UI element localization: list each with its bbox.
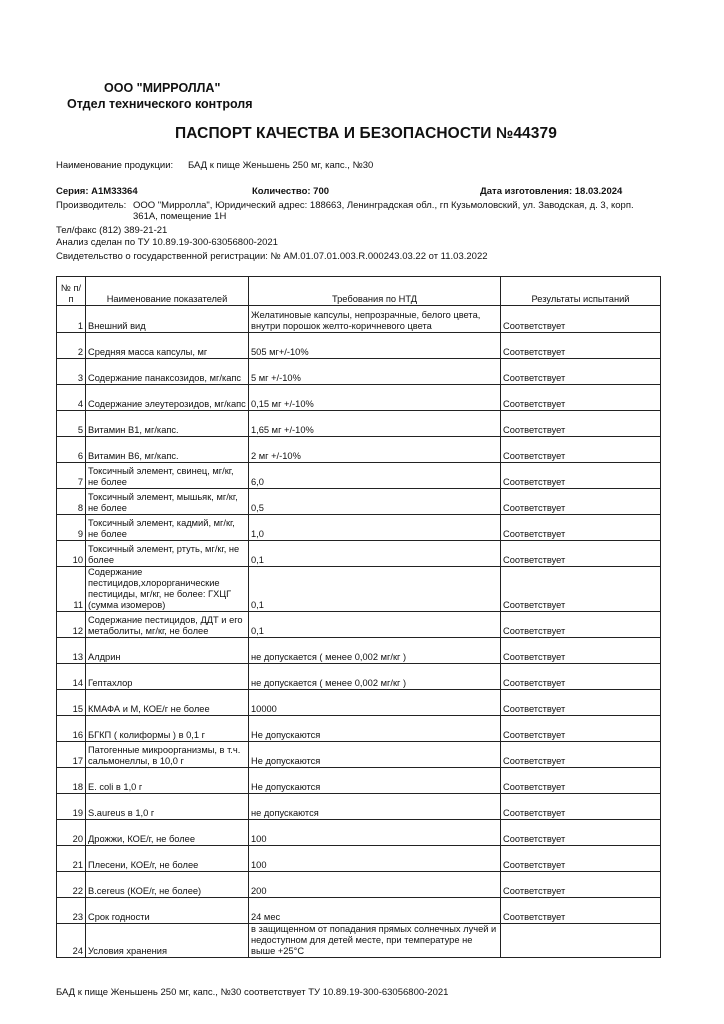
row-requirement: 0,1 — [249, 541, 501, 567]
row-requirement: 0,1 — [249, 612, 501, 638]
row-number: 8 — [57, 489, 86, 515]
row-requirement: 505 мг+/-10% — [249, 333, 501, 359]
row-requirement: 1,65 мг +/-10% — [249, 411, 501, 437]
table-row — [57, 333, 661, 359]
row-result: Соответствует — [501, 742, 661, 768]
table-row — [57, 716, 661, 742]
row-indicator: Токсичный элемент, кадмий, мг/кг, не более — [86, 515, 249, 541]
row-indicator: Плесени, КОЕ/г, не более — [86, 846, 249, 872]
row-number: 11 — [57, 567, 86, 612]
product-label: Наименование продукции: — [56, 160, 174, 171]
quantity: Количество: 700 — [252, 186, 330, 197]
row-result: Соответствует — [501, 567, 661, 612]
row-requirement: Желатиновые капсулы, непрозрачные, белого цвета, внутри порошок желто-коричневого цвета — [249, 306, 501, 333]
producer-address-line2: 361А, помещение 1Н — [133, 211, 227, 222]
table-row — [57, 664, 661, 690]
header-results: Результаты испытаний — [501, 277, 661, 306]
row-number: 17 — [57, 742, 86, 768]
row-requirement: не допускается ( менее 0,002 мг/кг ) — [249, 638, 501, 664]
table-row — [57, 541, 661, 567]
row-indicator: Патогенные микроорганизмы, в т.ч. сальмонеллы, в 10,0 г — [86, 742, 249, 768]
producer-label: Производитель: — [56, 200, 127, 211]
row-number: 9 — [57, 515, 86, 541]
row-number: 5 — [57, 411, 86, 437]
table-row — [57, 437, 661, 463]
table-row — [57, 768, 661, 794]
row-indicator: Витамин В1, мг/капс. — [86, 411, 249, 437]
row-number: 20 — [57, 820, 86, 846]
table-row — [57, 820, 661, 846]
product-value: БАД к пище Женьшень 250 мг, капс., №30 — [188, 160, 374, 171]
header-indicator: Наименование показателей — [86, 277, 249, 306]
row-requirement: 24 мес — [249, 898, 501, 924]
row-indicator: Гептахлор — [86, 664, 249, 690]
table-row — [57, 385, 661, 411]
table-row — [57, 898, 661, 924]
table-row — [57, 567, 661, 612]
row-result: Соответствует — [501, 437, 661, 463]
row-number: 13 — [57, 638, 86, 664]
row-result: Соответствует — [501, 306, 661, 333]
row-number: 23 — [57, 898, 86, 924]
row-result: Соответствует — [501, 515, 661, 541]
row-result: Соответствует — [501, 612, 661, 638]
row-indicator: B.cereus (КОЕ/г, не более) — [86, 872, 249, 898]
manufacture-date: Дата изготовления: 18.03.2024 — [480, 186, 623, 197]
row-number: 7 — [57, 463, 86, 489]
row-number: 4 — [57, 385, 86, 411]
row-number: 22 — [57, 872, 86, 898]
row-requirement: не допускаются — [249, 794, 501, 820]
row-indicator: Токсичный элемент, свинец, мг/кг, не более — [86, 463, 249, 489]
table-row — [57, 306, 661, 333]
row-number: 14 — [57, 664, 86, 690]
row-result: Соответствует — [501, 333, 661, 359]
row-indicator: Токсичный элемент, ртуть, мг/кг, не более — [86, 541, 249, 567]
row-number: 21 — [57, 846, 86, 872]
document-title: ПАСПОРТ КАЧЕСТВА И БЕЗОПАСНОСТИ №44379 — [175, 125, 557, 142]
row-indicator: Срок годности — [86, 898, 249, 924]
row-requirement: 10000 — [249, 690, 501, 716]
series: Серия: А1М33364 — [56, 186, 138, 197]
row-result: Соответствует — [501, 794, 661, 820]
row-indicator: Содержание пестицидов, ДДТ и его метаболиты, мг/кг, не более — [86, 612, 249, 638]
row-requirement: Не допускаются — [249, 716, 501, 742]
row-indicator: БГКП ( колиформы ) в 0,1 г — [86, 716, 249, 742]
table-row — [57, 489, 661, 515]
row-result: Соответствует — [501, 411, 661, 437]
table-row — [57, 794, 661, 820]
row-result: Соответствует — [501, 359, 661, 385]
row-requirement: 100 — [249, 846, 501, 872]
row-requirement: 200 — [249, 872, 501, 898]
row-indicator: Средняя масса капсулы, мг — [86, 333, 249, 359]
row-indicator: Условия хранения — [86, 924, 249, 958]
certificate: Свидетельство о государственной регистрации: № AM.01.07.01.003.R.000243.03.22 от 11.03.2022 — [56, 251, 488, 262]
row-result: Соответствует — [501, 820, 661, 846]
row-requirement: в защищенном от попадания прямых солнечных лучей и недоступном для детей месте, при температуре не выше +25°С — [249, 924, 501, 958]
table-row — [57, 612, 661, 638]
table-row — [57, 359, 661, 385]
company-name: ООО "МИРРОЛЛА" — [104, 81, 221, 95]
table-row — [57, 924, 661, 958]
row-indicator: S.aureus в 1,0 г — [86, 794, 249, 820]
table-row — [57, 690, 661, 716]
row-result: Соответствует — [501, 664, 661, 690]
row-number: 1 — [57, 306, 86, 333]
row-result: Соответствует — [501, 846, 661, 872]
table-row — [57, 638, 661, 664]
quality-table-body — [57, 277, 661, 958]
row-number: 2 — [57, 333, 86, 359]
row-indicator: Внешний вид — [86, 306, 249, 333]
table-row — [57, 872, 661, 898]
row-requirement: не допускается ( менее 0,002 мг/кг ) — [249, 664, 501, 690]
row-number: 18 — [57, 768, 86, 794]
row-result: Соответствует — [501, 898, 661, 924]
table-row — [57, 846, 661, 872]
department-name: Отдел технического контроля — [67, 97, 253, 111]
header-requirements: Требования по НТД — [249, 277, 501, 306]
producer-address-line1: ООО "Мирролла", Юридический адрес: 188663, Ленинградская обл., гп Кузьмоловский, ул. Заводская, д. 3, корп. — [133, 200, 634, 211]
row-requirement: Не допускаются — [249, 768, 501, 794]
row-requirement: 2 мг +/-10% — [249, 437, 501, 463]
analysis: Анализ сделан по ТУ 10.89.19-300-63056800-2021 — [56, 237, 278, 248]
row-result: Соответствует — [501, 385, 661, 411]
row-indicator: КМАФА и М, КОЕ/г не более — [86, 690, 249, 716]
row-indicator: E. coli в 1,0 г — [86, 768, 249, 794]
row-number: 19 — [57, 794, 86, 820]
table-row — [57, 742, 661, 768]
row-result: Соответствует — [501, 716, 661, 742]
header-number: № п/п — [57, 277, 86, 306]
row-number: 15 — [57, 690, 86, 716]
row-number: 10 — [57, 541, 86, 567]
row-requirement: 6,0 — [249, 463, 501, 489]
row-result: Соответствует — [501, 768, 661, 794]
row-requirement: 5 мг +/-10% — [249, 359, 501, 385]
row-result: Соответствует — [501, 638, 661, 664]
row-number: 6 — [57, 437, 86, 463]
row-indicator: Витамин В6, мг/капс. — [86, 437, 249, 463]
row-result: Соответствует — [501, 463, 661, 489]
phone: Тел/факс (812) 389-21-21 — [56, 225, 168, 236]
table-row — [57, 411, 661, 437]
row-indicator: Содержание панаксозидов, мг/капс — [86, 359, 249, 385]
row-indicator: Содержание пестицидов,хлорорганические пестициды, мг/кг, не более: ГХЦГ (сумма изомеров) — [86, 567, 249, 612]
row-result: Соответствует — [501, 489, 661, 515]
table-row — [57, 463, 661, 489]
row-result: Соответствует — [501, 872, 661, 898]
row-requirement: 0,1 — [249, 567, 501, 612]
row-requirement: 0,15 мг +/-10% — [249, 385, 501, 411]
quality-table — [56, 276, 661, 958]
row-number: 16 — [57, 716, 86, 742]
row-requirement: 1,0 — [249, 515, 501, 541]
row-requirement: 0,5 — [249, 489, 501, 515]
row-result — [501, 924, 661, 958]
table-row — [57, 515, 661, 541]
row-indicator: Алдрин — [86, 638, 249, 664]
row-requirement: 100 — [249, 820, 501, 846]
row-number: 3 — [57, 359, 86, 385]
row-number: 24 — [57, 924, 86, 958]
row-result: Соответствует — [501, 690, 661, 716]
row-result: Соответствует — [501, 541, 661, 567]
row-requirement: Не допускаются — [249, 742, 501, 768]
row-number: 12 — [57, 612, 86, 638]
row-indicator: Дрожжи, КОЕ/г, не более — [86, 820, 249, 846]
footer-conclusion: БАД к пище Женьшень 250 мг, капс., №30 соответствует ТУ 10.89.19-300-63056800-2021 — [56, 987, 449, 998]
row-indicator: Токсичный элемент, мышьяк, мг/кг, не более — [86, 489, 249, 515]
row-indicator: Содержание элеутерозидов, мг/капс — [86, 385, 249, 411]
table-header-row — [57, 277, 661, 306]
